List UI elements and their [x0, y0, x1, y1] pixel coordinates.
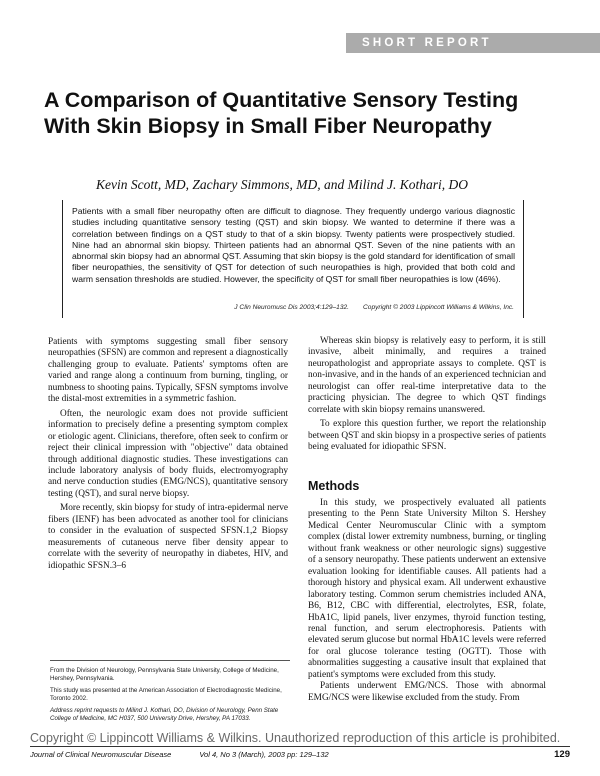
abstract-box: [62, 200, 524, 318]
body-paragraph: Often, the neurologic exam does not provide sufficient information to precisely define a presenting symptom complex or etiologic agent. Clinicians, therefore, often seek to confirm or reject their clinical impression with "objective" data obtained through additional diagnostic studies. These investigations can include laboratory analysis of body fluids, electromyography and nerve conduction studies (EMG/NCS), quantitative sensory testing (QST), and sural nerve biopsy.: [48, 408, 288, 499]
section-banner: [346, 33, 600, 53]
body-paragraph: Whereas skin biopsy is relatively easy to perform, it is still invasive, albeit minimally, and requires a trained neuropathologist and appropriate assays to complete. QST is non-invasive, and in the hands of an experienced technician and neurologist can offer real-time interpretative data to the practicing physician. The degree to which QST findings correlate with skin biopsy remains unanswered.: [308, 336, 547, 415]
footnote-reprints: Address reprint requests to Milind J. Kothari, DO, Division of Neurology, Penn State College of Medicine, MC H037, 500 University Drive, Hershey, PA 17033.: [50, 706, 279, 723]
citation-copyright: Copyright © 2003 Lippincott Williams & Wilkins, Inc.: [363, 304, 514, 311]
methods-section: [308, 498, 546, 704]
page-number: 129: [554, 749, 570, 760]
citation-line: [62, 304, 524, 311]
footer-journal: Journal of Clinical Neuromuscular Disease: [30, 750, 172, 759]
body-paragraph: To explore this question further, we report the relationship between QST and skin biopsy in a prospective series of patients being evaluated for idiopathic SFSN.: [308, 419, 546, 453]
running-footer: [30, 750, 570, 759]
left-column: [48, 337, 288, 572]
footnote-affiliation: From the Division of Neurology, Pennsylvania State University, College of Medicine, Hershey, Pennsylvania.: [50, 667, 279, 683]
copyright-watermark: Copyright © Lippincott Williams & Wilkins. Unauthorized reproduction of this article is prohibited.: [30, 731, 561, 745]
methods-paragraph: Patients underwent EMG/NCS. Those with abnormal EMG/NCS were likewise excluded from the study. From: [308, 681, 546, 703]
right-column-intro: [308, 336, 546, 454]
footnote-divider: [50, 660, 290, 661]
footer-divider: [30, 746, 570, 747]
body-paragraph: Patients with symptoms suggesting small fiber sensory neuropathies (SFSN) are common and represent a diagnostically challenging group to evaluate. Patients' symptoms often are varied and range along a continuum from burning, tingling, or numbness to shooting pains. Typically, SFSN symptoms involve the distal-most extremities in a symmetric fashion.: [48, 337, 288, 405]
body-paragraph: More recently, skin biopsy for study of intra-epidermal nerve fibers (IENF) has been advocated as another tool for clinicians to consider in the evaluation of suspected SFSN.1,2 Biopsy measurements of cutaneous nerve fiber density appear to correlate with the severity of neuropathy in diabetes, HIV, and idiopathic SFSN.3–6: [48, 503, 288, 571]
article-title: A Comparison of Quantitative Sensory Testing With Skin Biopsy in Small Fiber Neuropathy: [44, 88, 519, 138]
abstract-text: Patients with a small fiber neuropathy often are difficult to diagnose. They frequently undergo various diagnostic studies including quantitative sensory testing (QST) and skin biopsy. We wanted to determine if there was a correlation between findings on a QST study to that of a skin biopsy. Twenty patients were prospectively studied. Nine had an abnormal skin biopsy. Thirteen patients had an abnormal QST. Seven of the nine patients with an abnormal skin biopsy had an abnormal QST. Assuming that skin biopsy is the gold standard for identification of small fiber neuropathies, the sensitivity of QST for detection of such neuropathies is high, provided that both cold and warm sensation thresholds are studied. However, the specificity of QST for small fiber neuropathies is low (46%).: [72, 206, 515, 284]
methods-paragraph: In this study, we prospectively evaluated all patients presenting to the Penn State University Milton S. Hershey Medical Center Neuromuscular Clinic with a symptom complex (distal lower extremity numbness, burning, or tingling without frank weakness or other neurologic signs) suggestive of a sensory neuropathy. These patients underwent an extensive evaluation looking for identifiable causes. All patients had a thorough history and physical exam. All underwent exhaustive laboratory testing. Common serum chemistries included ANA, B6, B12, CBC with differential, electrolytes, ESR, folate, HbA1C, lipid panels, liver enzymes, thyroid function testing, renal function, and serum electrophoresis. Patients with elevated serum glucose but normal HbA1C levels were referred for oral glucose tolerance testing (OGTT). Those with abnormalities suggesting a causative insult that explained that patient's symptoms were excluded from this study.: [308, 498, 546, 680]
author-list: Kevin Scott, MD, Zachary Simmons, MD, and Milind J. Kothari, DO: [96, 177, 468, 192]
footnote-presented: This study was presented at the American Association of Electrodiagnostic Medicine, Toronto 2002.: [50, 686, 282, 703]
methods-heading: Methods: [308, 479, 360, 493]
footer-volume: Vol 4, No 3 (March), 2003 pp: 129–132: [199, 750, 329, 759]
section-label: SHORT REPORT: [362, 37, 492, 49]
citation-journal: J Clin Neuromusc Dis 2003;4:129–132.: [234, 304, 350, 311]
footnotes: [50, 667, 290, 726]
